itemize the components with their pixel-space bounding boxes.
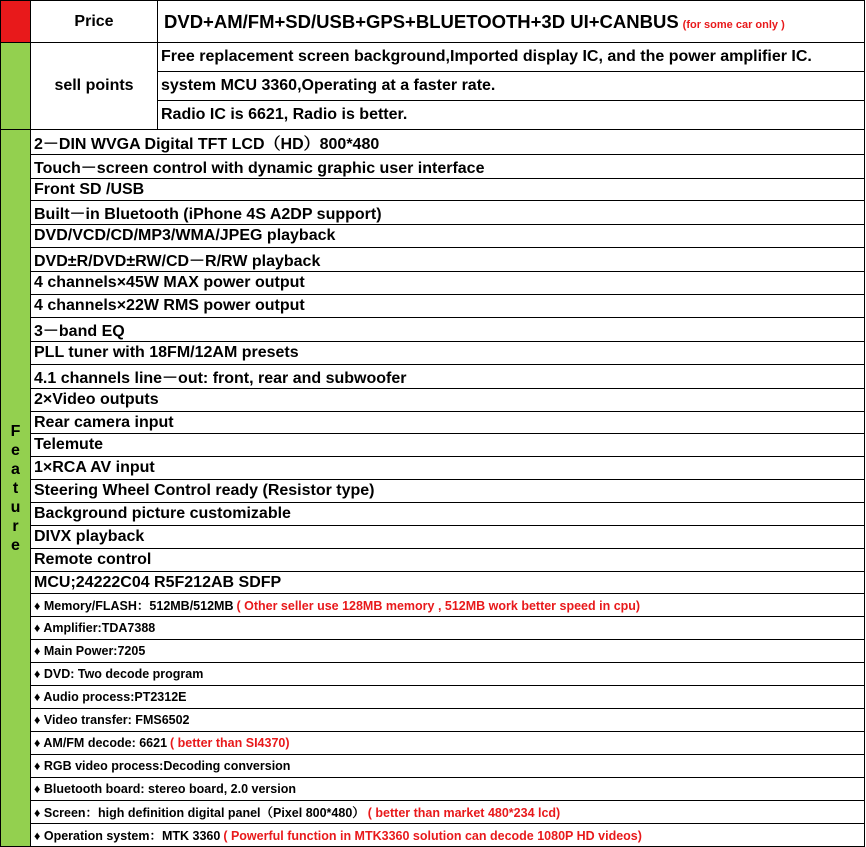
- feature-row: [1, 201, 865, 225]
- feature-item: 2×Video outputs: [31, 389, 865, 412]
- sell-point-item: Free replacement screen background,Imported display IC, and the power amplifier IC.: [158, 43, 865, 72]
- feature-row: [1, 572, 865, 594]
- spec-item: [31, 709, 865, 732]
- feature-item: Touch－screen control with dynamic graphic user interface: [31, 155, 865, 179]
- corner-red-cell: [1, 1, 31, 43]
- product-title-text: DVD+AM/FM+SD/USB+GPS+BLUETOOTH+3D UI+CANBUS: [164, 10, 679, 32]
- product-title: [158, 1, 865, 43]
- feature-sidebar-label: [1, 130, 31, 847]
- feature-row: [1, 272, 865, 295]
- feature-item: PLL tuner with 18FM/12AM presets: [31, 342, 865, 365]
- spec-item: [31, 617, 865, 640]
- feature-item: DIVX playback: [31, 526, 865, 549]
- spec-item: [31, 755, 865, 778]
- feature-row: [1, 480, 865, 503]
- feature-letter: u: [10, 498, 21, 516]
- spec-text: ♦ Amplifier:TDA7388: [34, 621, 156, 635]
- feature-row: [1, 248, 865, 272]
- feature-row: [1, 155, 865, 179]
- sidebar-green-top: [1, 43, 31, 130]
- feature-letter: r: [12, 517, 19, 535]
- spec-text: ♦ Operation system：MTK 3360: [34, 829, 221, 843]
- feature-row: [1, 130, 865, 155]
- feature-row: [1, 318, 865, 342]
- spec-text: ♦ Screen：high definition digital panel（Pixel 800*480）: [34, 806, 365, 820]
- spec-row: [1, 686, 865, 709]
- spec-row: [1, 778, 865, 801]
- spec-row: [1, 617, 865, 640]
- spec-item: [31, 594, 865, 617]
- spec-text: ♦ AM/FM decode: 6621: [34, 736, 168, 750]
- feature-row: [1, 179, 865, 201]
- feature-row: [1, 457, 865, 480]
- feature-item: Telemute: [31, 434, 865, 457]
- feature-item: Background picture customizable: [31, 503, 865, 526]
- feature-item: 1×RCA AV input: [31, 457, 865, 480]
- feature-row: [1, 412, 865, 434]
- spec-note: ( better than SI4370): [170, 736, 290, 750]
- spec-row: [1, 640, 865, 663]
- sell-point-item: Radio IC is 6621, Radio is better.: [158, 101, 865, 130]
- feature-item: 2－DIN WVGA Digital TFT LCD（HD）800*480: [31, 130, 865, 155]
- product-title-note: (for some car only ): [682, 18, 785, 31]
- price-row: [1, 1, 865, 43]
- spec-row: [1, 824, 865, 847]
- feature-row: [1, 434, 865, 457]
- feature-row: [1, 526, 865, 549]
- spec-row: [1, 755, 865, 778]
- feature-item: Built－in Bluetooth (iPhone 4S A2DP support): [31, 201, 865, 225]
- spec-item: [31, 824, 865, 847]
- feature-row: [1, 503, 865, 526]
- spec-row: [1, 732, 865, 755]
- feature-letter: a: [11, 460, 20, 478]
- feature-letter: e: [11, 441, 20, 459]
- spec-note: ( Other seller use 128MB memory , 512MB work better speed in cpu): [236, 599, 641, 613]
- feature-row: [1, 389, 865, 412]
- spec-text: ♦ DVD: Two decode program: [34, 667, 204, 681]
- spec-row: [1, 663, 865, 686]
- spec-row: [1, 801, 865, 824]
- spec-row: [1, 709, 865, 732]
- spec-note: ( better than market 480*234 lcd): [367, 806, 561, 820]
- feature-item: Remote control: [31, 549, 865, 572]
- feature-letter: t: [12, 479, 19, 497]
- spec-item: [31, 778, 865, 801]
- spec-item: [31, 640, 865, 663]
- spec-text: ♦ Bluetooth board: stereo board, 2.0 version: [34, 782, 296, 796]
- spec-item: [31, 686, 865, 709]
- feature-item: DVD±R/DVD±RW/CD－R/RW playback: [31, 248, 865, 272]
- feature-row: [1, 365, 865, 389]
- feature-item: Steering Wheel Control ready (Resistor type): [31, 480, 865, 503]
- feature-item: 4 channels×45W MAX power output: [31, 272, 865, 295]
- feature-item: 3－band EQ: [31, 318, 865, 342]
- feature-letter: e: [11, 536, 20, 554]
- sell-points-label: sell points: [31, 43, 158, 130]
- feature-row: [1, 549, 865, 572]
- spec-note: ( Powerful function in MTK3360 solution can decode 1080P HD videos): [223, 829, 642, 843]
- feature-row: [1, 342, 865, 365]
- feature-row: [1, 295, 865, 318]
- spec-text: ♦ Memory/FLASH：512MB/512MB: [34, 599, 234, 613]
- spec-text: ♦ Main Power:7205: [34, 644, 146, 658]
- sell-point-item: system MCU 3360,Operating at a faster rate.: [158, 72, 865, 101]
- feature-item: Front SD /USB: [31, 179, 865, 201]
- feature-item: DVD/VCD/CD/MP3/WMA/JPEG playback: [31, 225, 865, 248]
- spec-text: ♦ Audio process:PT2312E: [34, 690, 187, 704]
- spec-row: [1, 594, 865, 617]
- spec-item: [31, 663, 865, 686]
- price-label: Price: [31, 1, 158, 43]
- feature-item: 4 channels×22W RMS power output: [31, 295, 865, 318]
- feature-row: [1, 225, 865, 248]
- spec-item: [31, 732, 865, 755]
- feature-item: 4.1 channels line－out: front, rear and subwoofer: [31, 365, 865, 389]
- spec-text: ♦ RGB video process:Decoding conversion: [34, 759, 291, 773]
- feature-item: MCU;24222C04 R5F212AB SDFP: [31, 572, 865, 594]
- sell-point-row: [1, 43, 865, 72]
- spec-text: ♦ Video transfer: FMS6502: [34, 713, 190, 727]
- feature-item: Rear camera input: [31, 412, 865, 434]
- feature-letter: F: [10, 422, 21, 440]
- spec-item: [31, 801, 865, 824]
